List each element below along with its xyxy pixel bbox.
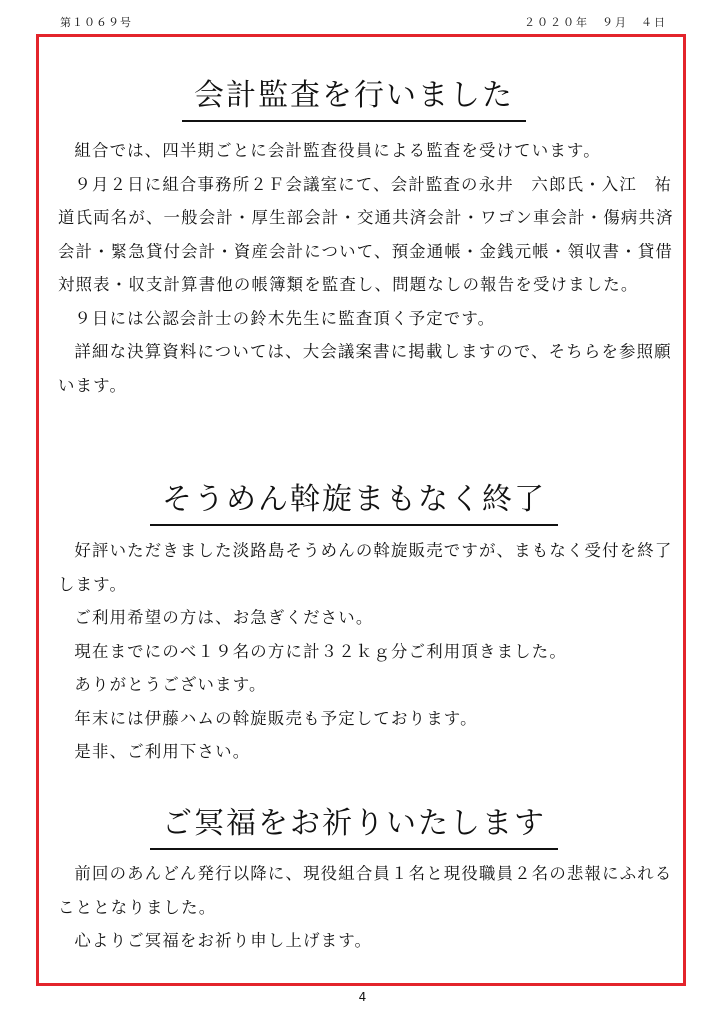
paragraph: 現在までにのべ１９名の方に計３２ｋｇ分ご利用頂きました。 xyxy=(74,641,567,661)
page-number: 4 xyxy=(358,990,367,1004)
paragraph: 年末には伊藤ハムの斡旋販売も予定しております。 xyxy=(74,708,478,728)
issue-date: ２０２０年 ９月 ４日 xyxy=(524,16,667,29)
section-body-audit xyxy=(58,134,678,402)
paragraph: 詳細な決算資料については、大会議案書に掲載しますので、そちらを参照願います。 xyxy=(58,342,672,395)
issue-number: 第１０６９号 xyxy=(60,16,132,29)
section-title-condolence: ご冥福をお祈りいたします xyxy=(150,806,558,850)
paragraph: ありがとうございます。 xyxy=(74,675,267,694)
paragraph: 心よりご冥福をお祈り申し上げます。 xyxy=(74,931,373,950)
section-body-somen xyxy=(58,534,678,769)
section-title-somen: そうめん斡旋まもなく終了 xyxy=(150,482,558,526)
paragraph: ９日には公認会計士の鈴木先生に監査頂く予定です。 xyxy=(74,308,496,328)
paragraph: 是非、ご利用下さい。 xyxy=(74,742,251,761)
paragraph: 前回のあんどん発行以降に、現役組合員１名と現役職員２名の悲報にふれることとなりました。 xyxy=(58,864,673,917)
section-body-condolence xyxy=(58,857,678,958)
paragraph: 組合では、四半期ごとに会計監査役員による監査を受けています。 xyxy=(74,141,601,160)
paragraph: 好評いただきました淡路島そうめんの斡旋販売ですが、まもなく受付を終了します。 xyxy=(58,541,673,594)
paragraph: ９月２日に組合事務所２Ｆ会議室にて、会計監査の永井 六郎氏・入江 祐道氏両名が、一般会計・厚生部会計・交通共済会計・ワゴン車会計・傷病共済会計・緊急貸付会計・資産会計について、預金通帳・金銭元帳・領収書・貸借対照表・収支計算書他の帳簿類を監査し、問題なしの報告を受けました。 xyxy=(58,174,674,294)
section-title-audit: 会計監査を行いました xyxy=(182,78,526,122)
paragraph: ご利用希望の方は、お急ぎください。 xyxy=(74,608,374,627)
